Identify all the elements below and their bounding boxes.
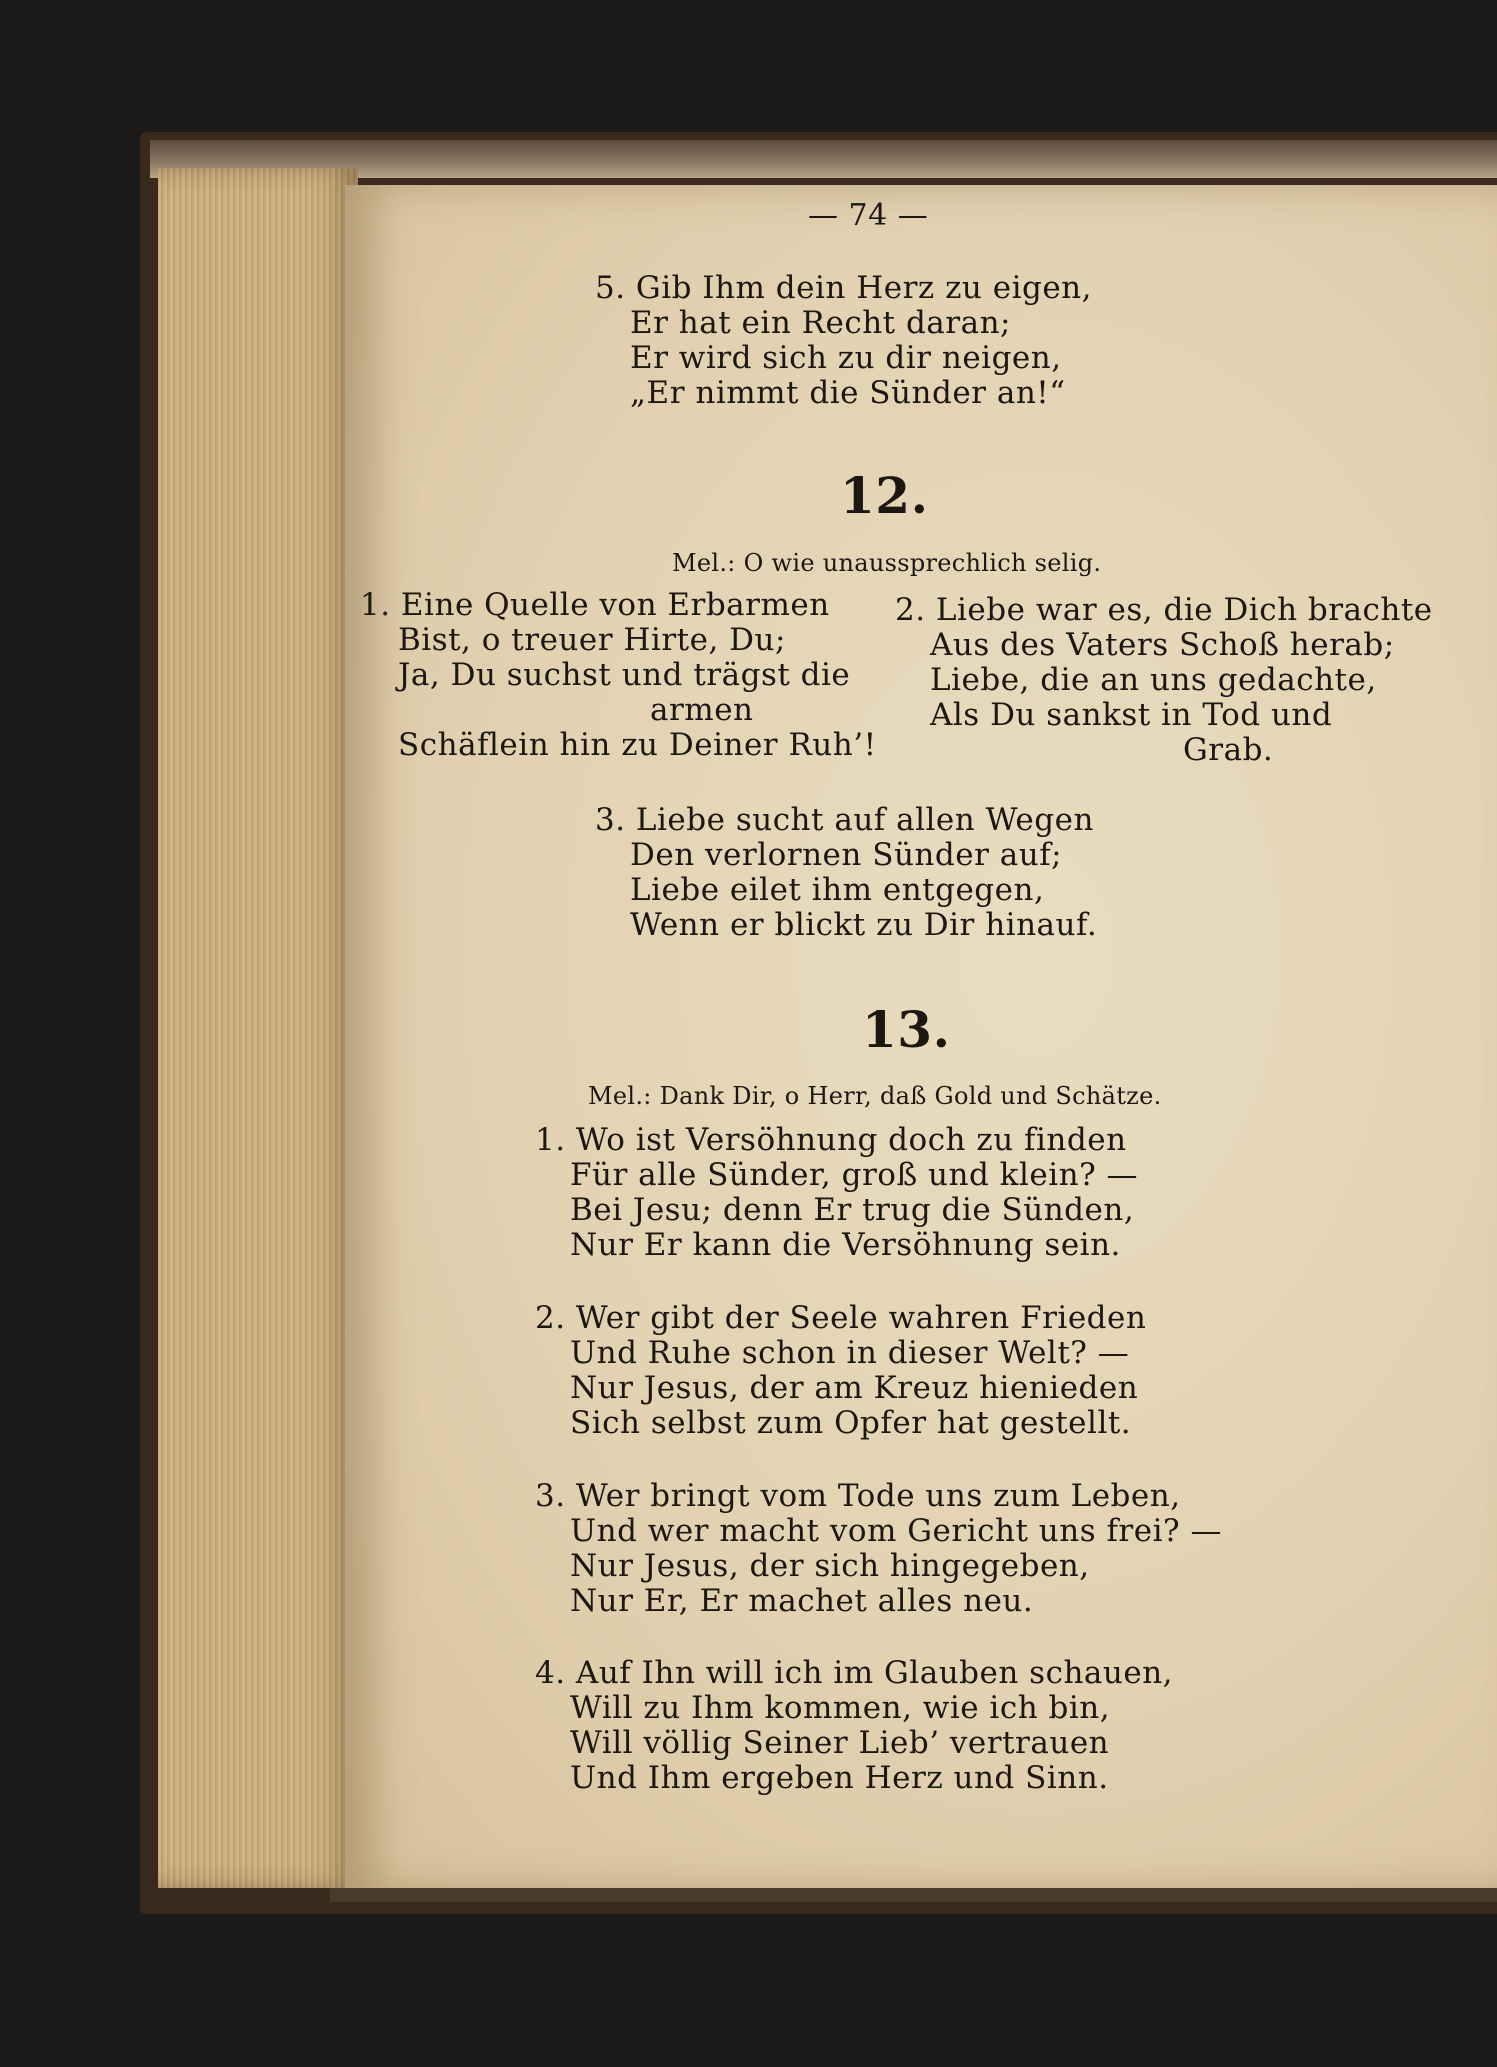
verse-line: 5. Gib Ihm dein Herz zu eigen, xyxy=(595,270,1092,306)
verse-line: Den verlornen Sünder auf; xyxy=(630,837,1063,873)
verse-line: Er wird sich zu dir neigen, xyxy=(630,340,1062,376)
verse-line: 4. Auf Ihn will ich im Glauben schauen, xyxy=(535,1655,1174,1691)
verse-line: Er hat ein Recht daran; xyxy=(630,305,1012,341)
verse-line: Grab. xyxy=(1183,732,1274,768)
verse-line: Bei Jesu; denn Er trug die Sünden, xyxy=(570,1192,1135,1228)
verse-line: Schäflein hin zu Deiner Ruh’! xyxy=(398,727,877,763)
verse-line: Für alle Sünder, groß und klein? — xyxy=(570,1157,1139,1193)
melody-line: Mel.: Dank Dir, o Herr, daß Gold und Schätze. xyxy=(588,1082,1162,1110)
verse-line: 2. Wer gibt der Seele wahren Frieden xyxy=(535,1300,1147,1336)
verse-line: Und Ruhe schon in dieser Welt? — xyxy=(570,1335,1130,1371)
verse-line: Aus des Vaters Schoß herab; xyxy=(930,627,1395,663)
verse-line: Will völlig Seiner Lieb’ vertrauen xyxy=(570,1725,1110,1761)
verse-line: Nur Er, Er machet alles neu. xyxy=(570,1583,1034,1619)
verse-line: 1. Wo ist Versöhnung doch zu finden xyxy=(535,1122,1127,1158)
verse-line: Will zu Ihm kommen, wie ich bin, xyxy=(570,1690,1111,1726)
verse-line: Ja, Du suchst und trägst die xyxy=(398,657,851,693)
hymn-number: 12. xyxy=(840,466,929,525)
verse-line: armen xyxy=(650,692,754,728)
verse-line: Und Ihm ergeben Herz und Sinn. xyxy=(570,1760,1109,1796)
verse-line: 2. Liebe war es, die Dich brachte xyxy=(895,592,1433,628)
verse-line: Bist, o treuer Hirte, Du; xyxy=(398,622,786,658)
verse-line: Sich selbst zum Opfer hat gestellt. xyxy=(570,1405,1132,1441)
verse-line: 3. Liebe sucht auf allen Wegen xyxy=(595,802,1094,838)
page-number: — 74 — xyxy=(808,198,929,233)
verse-line: Nur Jesus, der sich hingegeben, xyxy=(570,1548,1090,1584)
verse-line: Liebe, die an uns gedachte, xyxy=(930,662,1377,698)
page-bottom-edge xyxy=(330,1888,1497,1902)
verse-line: Wenn er blickt zu Dir hinauf. xyxy=(630,907,1098,943)
melody-line: Mel.: O wie unaussprechlich selig. xyxy=(672,549,1102,577)
verse-line: Und wer macht vom Gericht uns frei? — xyxy=(570,1513,1222,1549)
verse-line: Liebe eilet ihm entgegen, xyxy=(630,872,1045,908)
hymn-number: 13. xyxy=(862,1000,951,1059)
verse-line: 3. Wer bringt vom Tode uns zum Leben, xyxy=(535,1478,1181,1514)
verse-line: Nur Er kann die Versöhnung sein. xyxy=(570,1227,1121,1263)
verse-line: „Er nimmt die Sünder an!“ xyxy=(630,375,1066,411)
verse-line: Nur Jesus, der am Kreuz hienieden xyxy=(570,1370,1139,1406)
verse-line: Als Du sankst in Tod und xyxy=(930,697,1333,733)
verse-line: 1. Eine Quelle von Erbarmen xyxy=(360,587,830,623)
page-edges xyxy=(158,168,358,1888)
